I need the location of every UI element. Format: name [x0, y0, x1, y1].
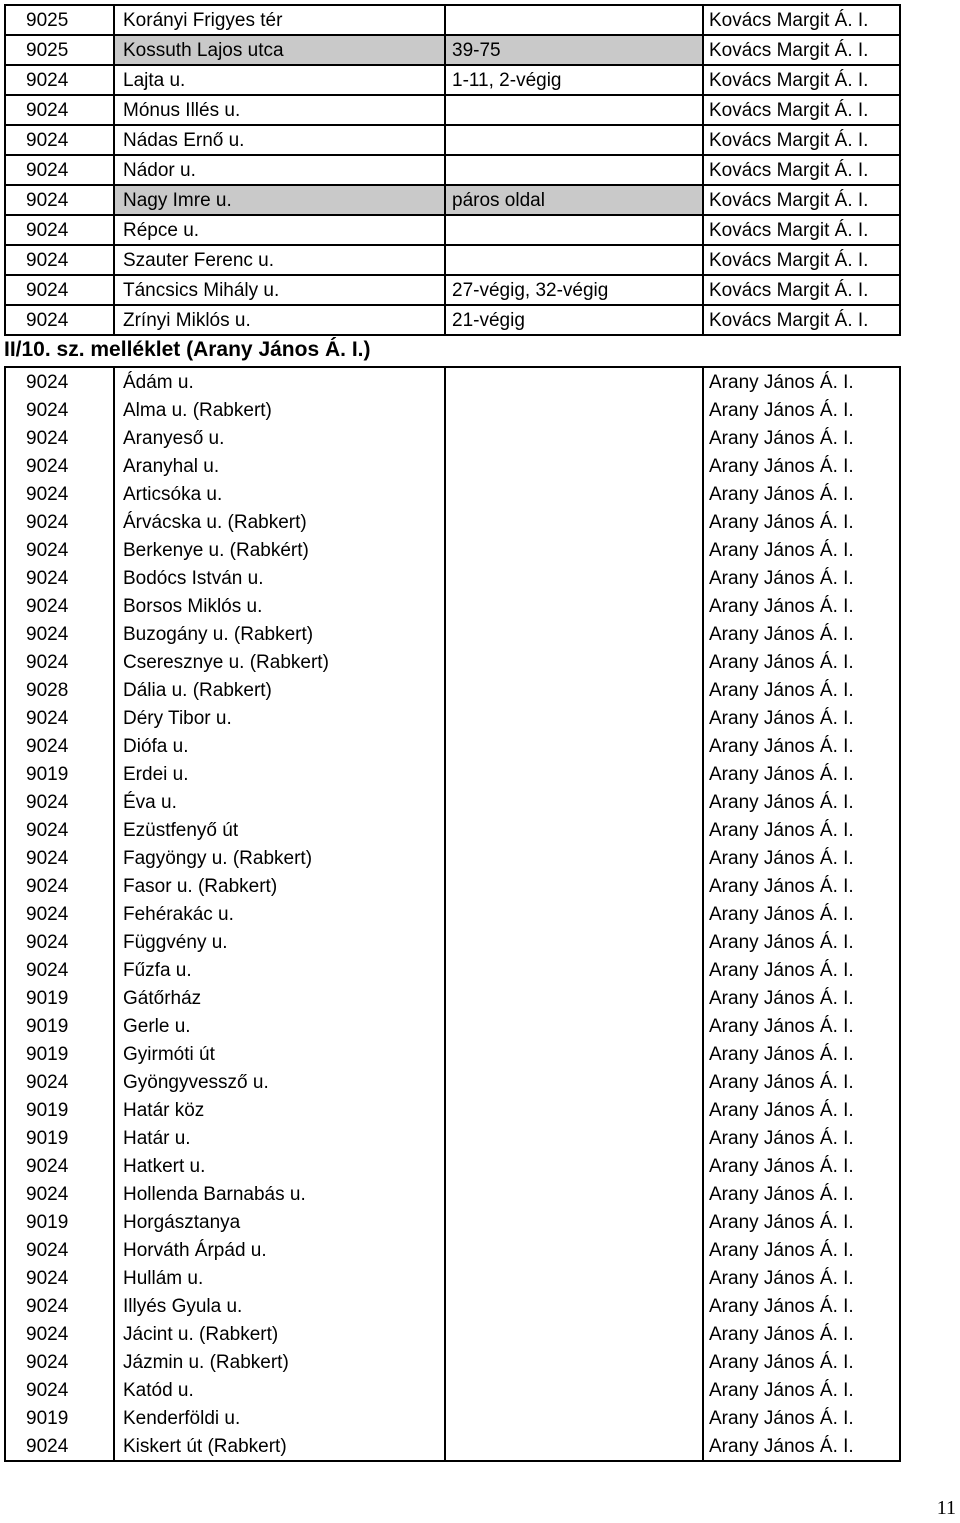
table-row — [5, 872, 900, 900]
zip-code-cell: 9024 — [5, 275, 114, 305]
school-name-cell: Kovács Margit Á. I. — [703, 185, 900, 215]
school-name-cell: Arany János Á. I. — [709, 1239, 854, 1261]
street-name-cell: Borsos Miklós u. — [114, 592, 445, 620]
table-row — [5, 704, 900, 732]
street-name-cell: Berkenye u. (Rabkért) — [114, 536, 445, 564]
zip-code-cell: 9024 — [5, 185, 114, 215]
street-name-cell: Illyés Gyula u. — [114, 1292, 445, 1320]
street-name-cell: Aranyhal u. — [114, 452, 445, 480]
street-name-cell: Hollenda Barnabás u. — [114, 1180, 445, 1208]
street-name-cell: Hatkert u. — [114, 1152, 445, 1180]
zip-code-cell: 9025 — [5, 35, 114, 65]
house-number-range-cell — [445, 1404, 703, 1432]
table-row — [5, 1208, 900, 1236]
house-number-range-cell — [445, 245, 703, 275]
zip-code-cell: 9024 — [5, 956, 114, 984]
zip-code-cell: 9024 — [5, 367, 114, 396]
street-name-cell: Korányi Frigyes tér — [114, 5, 445, 35]
street-name-cell: Kossuth Lajos utca — [114, 35, 445, 65]
house-number-range-cell — [445, 5, 703, 35]
zip-code-cell: 9024 — [5, 816, 114, 844]
school-name-cell: Arany János Á. I. — [709, 1351, 854, 1373]
zip-code-cell: 9024 — [5, 1152, 114, 1180]
zip-code-cell: 9024 — [5, 1348, 114, 1376]
school-name-cell: Arany János Á. I. — [709, 791, 854, 813]
street-name-cell: Fagyöngy u. (Rabkert) — [114, 844, 445, 872]
school-name-cell: Kovács Margit Á. I. — [703, 305, 900, 335]
table-row — [5, 1180, 900, 1208]
house-number-range-cell — [445, 480, 703, 508]
house-number-range-cell — [445, 424, 703, 452]
street-name-cell: Buzogány u. (Rabkert) — [114, 620, 445, 648]
table-row — [5, 95, 900, 125]
zip-code-cell: 9024 — [5, 215, 114, 245]
school-name-cell: Kovács Margit Á. I. — [703, 95, 900, 125]
table-row — [5, 536, 900, 564]
section-heading: II/10. sz. melléklet (Arany János Á. I.) — [4, 338, 371, 361]
house-number-range-cell: 27-végig, 32-végig — [445, 275, 703, 305]
house-number-range-cell — [445, 1152, 703, 1180]
zip-code-cell: 9024 — [5, 245, 114, 275]
house-number-range-cell — [445, 1040, 703, 1068]
zip-code-cell: 9024 — [5, 480, 114, 508]
house-number-range-cell — [445, 900, 703, 928]
street-name-cell: Katód u. — [114, 1376, 445, 1404]
school-name-cell: Arany János Á. I. — [709, 763, 854, 785]
street-name-cell: Fűzfa u. — [114, 956, 445, 984]
school-name-cell: Arany János Á. I. — [709, 819, 854, 841]
house-number-range-cell — [445, 928, 703, 956]
house-number-range-cell — [445, 788, 703, 816]
school-name-cell: Kovács Margit Á. I. — [703, 5, 900, 35]
school-name-cell: Arany János Á. I. — [709, 595, 854, 617]
school-name-cell: Arany János Á. I. — [709, 1183, 854, 1205]
street-name-cell: Zrínyi Miklós u. — [114, 305, 445, 335]
street-name-cell: Aranyeső u. — [114, 424, 445, 452]
street-name-cell: Lajta u. — [114, 65, 445, 95]
street-name-cell: Ádám u. — [114, 367, 445, 396]
zip-code-cell: 9024 — [5, 704, 114, 732]
school-name-cell: Arany János Á. I. — [709, 455, 854, 477]
house-number-range-cell — [445, 760, 703, 788]
street-name-cell: Répce u. — [114, 215, 445, 245]
school-name-cell: Arany János Á. I. — [709, 623, 854, 645]
school-name-cell: Arany János Á. I. — [709, 735, 854, 757]
house-number-range-cell — [445, 844, 703, 872]
house-number-range-cell — [445, 452, 703, 480]
zip-code-cell: 9019 — [5, 1040, 114, 1068]
house-number-range-cell — [445, 564, 703, 592]
table-row — [5, 1236, 900, 1264]
house-number-range-cell — [445, 155, 703, 185]
zip-code-cell: 9024 — [5, 1320, 114, 1348]
zip-code-cell: 9019 — [5, 984, 114, 1012]
page-number: 11 — [936, 1497, 956, 1519]
zip-code-cell: 9019 — [5, 1124, 114, 1152]
school-name-cell: Arany János Á. I. — [709, 987, 854, 1009]
table-row — [5, 1096, 900, 1124]
table-row — [5, 844, 900, 872]
house-number-range-cell — [445, 816, 703, 844]
house-number-range-cell: páros oldal — [445, 185, 703, 215]
table-row — [5, 1152, 900, 1180]
school-name-cell: Arany János Á. I. — [709, 1155, 854, 1177]
school-name-cell: Kovács Margit Á. I. — [703, 275, 900, 305]
street-name-cell: Dália u. (Rabkert) — [114, 676, 445, 704]
zip-code-cell: 9024 — [5, 125, 114, 155]
house-number-range-cell — [445, 1264, 703, 1292]
house-number-range-cell — [445, 956, 703, 984]
zip-code-cell: 9024 — [5, 452, 114, 480]
house-number-range-cell — [445, 1432, 703, 1461]
street-name-cell: Fasor u. (Rabkert) — [114, 872, 445, 900]
table-row — [5, 65, 900, 95]
table-row — [5, 984, 900, 1012]
school-name-cell: Arany János Á. I. — [709, 707, 854, 729]
table-row — [5, 648, 900, 676]
school-name-cell: Arany János Á. I. — [709, 1323, 854, 1345]
table-row — [5, 275, 900, 305]
table-row — [5, 396, 900, 424]
house-number-range-cell — [445, 1376, 703, 1404]
house-number-range-cell — [445, 1292, 703, 1320]
zip-code-cell: 9024 — [5, 732, 114, 760]
table-row — [5, 592, 900, 620]
house-number-range-cell — [445, 732, 703, 760]
school-name-cell: Arany János Á. I. — [709, 483, 854, 505]
table-row — [5, 676, 900, 704]
house-number-range-cell — [445, 1180, 703, 1208]
zip-code-cell: 9025 — [5, 5, 114, 35]
street-name-cell: Jázmin u. (Rabkert) — [114, 1348, 445, 1376]
table-row — [5, 928, 900, 956]
street-table-kovacs-margit — [4, 4, 901, 336]
street-name-cell: Diófa u. — [114, 732, 445, 760]
table-row — [5, 480, 900, 508]
table-row — [5, 732, 900, 760]
zip-code-cell: 9019 — [5, 1096, 114, 1124]
house-number-range-cell — [445, 984, 703, 1012]
zip-code-cell: 9024 — [5, 620, 114, 648]
street-name-cell: Cseresznye u. (Rabkert) — [114, 648, 445, 676]
school-name-cell: Arany János Á. I. — [709, 427, 854, 449]
street-name-cell: Táncsics Mihály u. — [114, 275, 445, 305]
school-name-cell: Arany János Á. I. — [709, 903, 854, 925]
street-name-cell: Bodócs István u. — [114, 564, 445, 592]
street-name-cell: Fehérakác u. — [114, 900, 445, 928]
table-row — [5, 956, 900, 984]
house-number-range-cell: 1-11, 2-végig — [445, 65, 703, 95]
school-name-cell: Kovács Margit Á. I. — [703, 215, 900, 245]
zip-code-cell: 9024 — [5, 648, 114, 676]
zip-code-cell: 9024 — [5, 1180, 114, 1208]
zip-code-cell: 9024 — [5, 564, 114, 592]
zip-code-cell: 9024 — [5, 424, 114, 452]
zip-code-cell: 9024 — [5, 1264, 114, 1292]
school-name-cell: Arany János Á. I. — [709, 1435, 854, 1457]
zip-code-cell: 9024 — [5, 1432, 114, 1461]
street-name-cell: Határ u. — [114, 1124, 445, 1152]
house-number-range-cell — [445, 1012, 703, 1040]
school-name-cell: Arany János Á. I. — [709, 1071, 854, 1093]
zip-code-cell: 9019 — [5, 1012, 114, 1040]
zip-code-cell: 9024 — [5, 928, 114, 956]
house-number-range-cell — [445, 676, 703, 704]
table-row — [5, 816, 900, 844]
school-name-cell: Arany János Á. I. — [709, 1379, 854, 1401]
house-number-range-cell — [445, 125, 703, 155]
house-number-range-cell — [445, 215, 703, 245]
street-name-cell: Gátőrház — [114, 984, 445, 1012]
school-name-cell: Arany János Á. I. — [709, 1127, 854, 1149]
school-name-cell: Arany János Á. I. — [709, 511, 854, 533]
zip-code-cell: 9019 — [5, 1404, 114, 1432]
table-row — [5, 564, 900, 592]
house-number-range-cell: 21-végig — [445, 305, 703, 335]
street-name-cell: Gerle u. — [114, 1012, 445, 1040]
zip-code-cell: 9024 — [5, 1376, 114, 1404]
table-row — [5, 1264, 900, 1292]
zip-code-cell: 9024 — [5, 396, 114, 424]
table-row — [5, 35, 900, 65]
school-name-cell: Arany János Á. I. — [709, 1295, 854, 1317]
zip-code-cell: 9024 — [5, 900, 114, 928]
table-row — [5, 185, 900, 215]
table-row — [5, 305, 900, 335]
street-name-cell: Articsóka u. — [114, 480, 445, 508]
street-name-cell: Gyöngyvessző u. — [114, 1068, 445, 1096]
house-number-range-cell — [445, 1068, 703, 1096]
house-number-range-cell — [445, 1096, 703, 1124]
school-name-cell: Arany János Á. I. — [709, 1407, 854, 1429]
school-name-cell: Arany János Á. I. — [709, 1267, 854, 1289]
table-row — [5, 1068, 900, 1096]
zip-code-cell: 9024 — [5, 155, 114, 185]
zip-code-cell: 9024 — [5, 844, 114, 872]
table-row — [5, 1348, 900, 1376]
school-name-cell: Arany János Á. I. — [709, 651, 854, 673]
school-name-cell: Kovács Margit Á. I. — [703, 35, 900, 65]
house-number-range-cell: 39-75 — [445, 35, 703, 65]
house-number-range-cell — [445, 1208, 703, 1236]
table-row — [5, 1320, 900, 1348]
street-name-cell: Horváth Árpád u. — [114, 1236, 445, 1264]
house-number-range-cell — [445, 95, 703, 125]
street-name-cell: Éva u. — [114, 788, 445, 816]
zip-code-cell: 9024 — [5, 95, 114, 125]
table-row — [5, 788, 900, 816]
street-name-cell: Hullám u. — [114, 1264, 445, 1292]
school-name-cell: Kovács Margit Á. I. — [703, 245, 900, 275]
school-name-cell: Arany János Á. I. — [709, 931, 854, 953]
street-name-cell: Nagy Imre u. — [114, 185, 445, 215]
school-name-cell: Arany János Á. I. — [709, 959, 854, 981]
house-number-range-cell — [445, 1236, 703, 1264]
street-name-cell: Függvény u. — [114, 928, 445, 956]
street-name-cell: Árvácska u. (Rabkert) — [114, 508, 445, 536]
school-name-cell: Arany János Á. I. — [709, 1099, 854, 1121]
table-row — [5, 5, 900, 35]
school-name-cell: Kovács Margit Á. I. — [703, 155, 900, 185]
school-name-cell: Arany János Á. I. — [709, 875, 854, 897]
street-name-cell: Gyirmóti út — [114, 1040, 445, 1068]
table-row — [5, 1040, 900, 1068]
zip-code-cell: 9024 — [5, 508, 114, 536]
school-name-cell: Arany János Á. I. — [709, 679, 854, 701]
zip-code-cell: 9024 — [5, 1236, 114, 1264]
house-number-range-cell — [445, 367, 703, 396]
house-number-range-cell — [445, 1124, 703, 1152]
street-name-cell: Kenderföldi u. — [114, 1404, 445, 1432]
zip-code-cell: 9024 — [5, 592, 114, 620]
school-name-cell: Arany János Á. I. — [709, 567, 854, 589]
table-row — [5, 1404, 900, 1432]
table-row — [5, 620, 900, 648]
table-row — [5, 1376, 900, 1404]
table-row — [5, 1124, 900, 1152]
street-name-cell: Jácint u. (Rabkert) — [114, 1320, 445, 1348]
house-number-range-cell — [445, 620, 703, 648]
street-name-cell: Alma u. (Rabkert) — [114, 396, 445, 424]
house-number-range-cell — [445, 872, 703, 900]
street-name-cell: Szauter Ferenc u. — [114, 245, 445, 275]
house-number-range-cell — [445, 1320, 703, 1348]
house-number-range-cell — [445, 508, 703, 536]
zip-code-cell: 9024 — [5, 872, 114, 900]
table-row — [5, 452, 900, 480]
house-number-range-cell — [445, 592, 703, 620]
zip-code-cell: 9024 — [5, 1068, 114, 1096]
zip-code-cell: 9024 — [5, 536, 114, 564]
school-name-cell: Arany János Á. I. — [709, 1015, 854, 1037]
table-row — [5, 1012, 900, 1040]
school-name-cell: Arany János Á. I. — [709, 847, 854, 869]
table-row — [5, 125, 900, 155]
table-row — [5, 424, 900, 452]
school-name-cell: Arany János Á. I. — [709, 371, 854, 393]
street-name-cell: Mónus Illés u. — [114, 95, 445, 125]
street-name-cell: Erdei u. — [114, 760, 445, 788]
house-number-range-cell — [445, 648, 703, 676]
school-name-cell: Arany János Á. I. — [709, 539, 854, 561]
street-name-cell: Nádor u. — [114, 155, 445, 185]
house-number-range-cell — [445, 1348, 703, 1376]
street-name-cell: Ezüstfenyő út — [114, 816, 445, 844]
zip-code-cell: 9024 — [5, 305, 114, 335]
school-name-cell: Arany János Á. I. — [709, 1043, 854, 1065]
street-name-cell: Nádas Ernő u. — [114, 125, 445, 155]
table-row — [5, 1432, 900, 1461]
table-row — [5, 155, 900, 185]
school-name-cell: Arany János Á. I. — [709, 399, 854, 421]
table-row — [5, 760, 900, 788]
table-row — [5, 367, 900, 396]
house-number-range-cell — [445, 396, 703, 424]
table-row — [5, 245, 900, 275]
table-row — [5, 900, 900, 928]
street-name-cell: Déry Tibor u. — [114, 704, 445, 732]
zip-code-cell: 9024 — [5, 65, 114, 95]
street-name-cell: Kiskert út (Rabkert) — [114, 1432, 445, 1461]
zip-code-cell: 9024 — [5, 788, 114, 816]
zip-code-cell: 9024 — [5, 1292, 114, 1320]
school-name-cell: Arany János Á. I. — [709, 1211, 854, 1233]
table-row — [5, 215, 900, 245]
zip-code-cell: 9028 — [5, 676, 114, 704]
school-name-cell: Kovács Margit Á. I. — [703, 125, 900, 155]
school-name-cell: Kovács Margit Á. I. — [703, 65, 900, 95]
street-name-cell: Határ köz — [114, 1096, 445, 1124]
zip-code-cell: 9019 — [5, 1208, 114, 1236]
table-row — [5, 1292, 900, 1320]
table-row — [5, 508, 900, 536]
house-number-range-cell — [445, 704, 703, 732]
zip-code-cell: 9019 — [5, 760, 114, 788]
street-table-arany-janos — [4, 366, 901, 1462]
street-name-cell: Horgásztanya — [114, 1208, 445, 1236]
house-number-range-cell — [445, 536, 703, 564]
